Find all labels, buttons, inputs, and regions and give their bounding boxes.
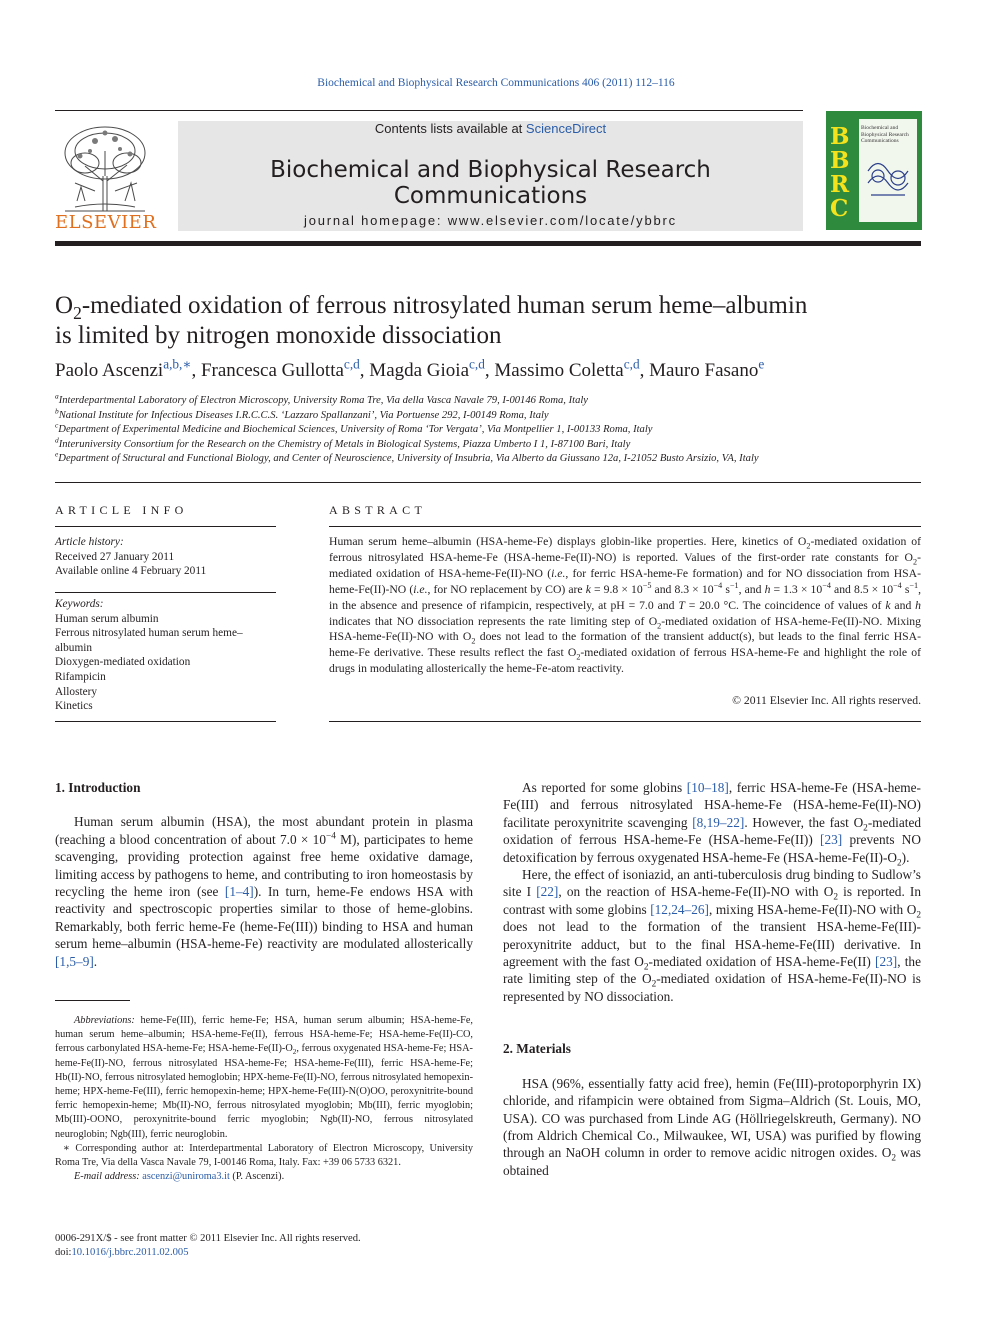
keyword: Dioxygen-mediated oxidation <box>55 656 191 669</box>
contents-prefix: Contents lists available at <box>374 121 523 136</box>
author: Francesca Gullotta$^{c,d}$, <box>200 356 370 381</box>
journal-title: Biochemical and Biophysical Research Communications <box>270 157 711 209</box>
paragraph: Here, the effect of isoniazid, an anti-tuberculosis drug binding to Sudlow’s site I [22], on the reaction of HSA-heme-Fe(II)-NO with $O_2$ is reported. In contrast with some globins [12,24–26], mixing HSA-heme-Fe(II)-NO with $O_2$ does not lead to the formation of the transient HSA-heme-Fe(III)-peroxynitrite adduct, but to the final HSA-heme-Fe(III) derivative. In agreement with the fast $O_2$-mediated oxidation of HSA-heme-Fe(II) [23], the rate limiting step of the $O_2$-mediated oxidation of HSA-heme-Fe(II)-NO is represented by NO dissociation. <box>503 867 921 1004</box>
paragraph: Human serum albumin (HSA), the most abundant protein in plasma (reaching a blood concentration of about $7.0 \times 10^{-4}$ M), participates to heme scavenging, providing protection against free heme oxidative damage, limiting access by pathogens to heme, and contributing to iron homeostasis by recycling the heme iron (see [1–4]). In turn, heme-Fe endows HSA with reactivity and spectroscopic properties similar to those of heme-globins. Remarkably, both ferric heme-Fe (heme-Fe(III)) binding to HSA and human serum heme–albumin (HSA-heme-Fe) reactivity are modulated allosterically [1,5–9]. <box>55 814 473 969</box>
section-heading: 1. Introduction <box>55 780 141 795</box>
keyword: Rifampicin <box>55 670 106 683</box>
info-rule <box>55 526 276 527</box>
keyword: albumin <box>55 641 93 654</box>
author: Mauro Fasano$^e$ <box>649 356 765 381</box>
corresponding-author: ∗ Corresponding author at: Interdepartmental Laboratory of Electron Microscopy, University Roma Tre, Via della Vasca Navale 79, I-00146 Roma, Italy. Fax: +39 06 5733 6321. <box>55 1142 473 1169</box>
cover-panel <box>859 119 917 222</box>
elsevier-tree-icon <box>55 121 155 213</box>
journal-cover <box>826 111 922 230</box>
section-rule <box>55 482 921 483</box>
footnotes: Abbreviations: heme-Fe(III), ferric heme-Fe; HSA, human serum albumin; HSA-heme-Fe, human serum heme–albumin; HSA-heme-Fe(II), ferrous HSA-heme-Fe; HSA-heme-Fe(II)-CO, ferrous carbonylated HSA-heme-Fe; HSA-$heme-Fe(II)-O_2$, ferrous oxygenated HSA-heme-Fe; HSA-heme-Fe(II)-NO, ferrous nitrosylated HSA-heme-Fe; HSA-heme-Fe(III), ferric HSA-heme-Fe; Hb(II)-NO, ferrous nitrosylated hemoglobin; HPX-heme-Fe(II)-NO, ferrous nitrosylated hemopexin-heme; HPX-heme-Fe(III), ferric hemopexin-heme; HPX-heme-Fe(III)-N(O)OO, peroxynitrite-bound ferric hemopexin-heme; Mb(II)-NO, ferrous nitrosylated myoglobin; Mb(III), ferric myoglobin; Mb(III)-OONO, peroxynitrite-bound ferric myoglobin; Ngb(II)-NO, ferrous nitrosylated neuroglobin; Ngb(III), ferric neuroglobin. ∗ Corresponding author at: Interdepartmental Laboratory of Electron Microscopy, University Roma Tre, Via della Vasca Navale 79, I-00146 Roma, Italy. Fax: +39 06 5733 6321. E-mail address: ascenzi@uniroma3.it (P. Ascenzi). <box>55 1014 473 1184</box>
header-rule <box>55 110 803 111</box>
email-line: E-mail address: ascenzi@uniroma3.it (P. Ascenzi). <box>74 1171 285 1183</box>
article-history: Article history: Received 27 January 2011 Available online 4 February 2011 <box>55 536 207 578</box>
abstract-copyright: © 2011 Elsevier Inc. All rights reserved. <box>732 694 921 707</box>
masthead <box>178 121 803 231</box>
bottom-matter: 0006-291X/$ - see front matter © 2011 Elsevier Inc. All rights reserved. doi:10.1016/j.bbrc.2011.02.005 <box>55 1233 361 1258</box>
footnote-rule <box>55 1000 130 1001</box>
abstract-heading: ABSTRACT <box>329 503 427 517</box>
journal-reference[interactable]: Biochemical and Biophysical Research Communications 406 (2011) 112–116 <box>317 77 675 89</box>
left-column <box>55 779 473 970</box>
abstract-rule <box>329 526 921 527</box>
article-info-heading: ARTICLE INFO <box>55 503 188 517</box>
info-rule <box>55 721 276 722</box>
doi-link[interactable]: 10.1016/j.bbrc.2011.02.005 <box>71 1247 189 1258</box>
journal-homepage[interactable]: journal homepage: www.elsevier.com/locate/ybbrc <box>304 213 677 228</box>
section-heading: 2. Materials <box>503 1041 571 1057</box>
masthead-rule <box>55 241 921 246</box>
contents-line <box>178 121 803 136</box>
cover-illustration-icon <box>863 151 913 211</box>
keyword: Kinetics <box>55 700 93 713</box>
sciencedirect-link[interactable]: ScienceDirect <box>525 121 607 136</box>
author: Magda Gioia$^{c,d}$, <box>369 356 495 381</box>
keywords: Keywords: Human serum albumin Ferrous nitrosylated human serum heme– albumin Dioxygen-mediated oxidation Rifampicin Allostery Kinetics <box>55 597 276 714</box>
affiliation: $^e$Department of Structural and Functional Biology, and Center of Neuroscience, University of Insubria, Via Alberto da Giussano 12a, I-21052 Busto Arsizio, VA, Italy <box>55 449 759 465</box>
keyword: Allostery <box>55 685 98 698</box>
paragraph: As reported for some globins [10–18], ferric HSA-heme-Fe (HSA-heme-Fe(III) and ferrous nitrosylated HSA-heme-Fe (HSA-heme-Fe(II)-NO) facilitate peroxynitrite scavenging [8,19–22]. However, the fast $O_2$-mediated oxidation of ferrous HSA-heme-Fe (HSA-heme-Fe(II)) [23] prevents NO detoxification by ferrous oxygenated HSA-heme-Fe $(HSA-heme-Fe(II)-O_2)$. <box>503 780 921 869</box>
affiliation: $^b$National Institute for Infectious Diseases I.R.C.C.S. ‘Lazzaro Spallanzani’, Via Portuense 292, I-00149 Roma, Italy <box>55 406 549 421</box>
keyword: Human serum albumin <box>55 612 159 625</box>
keyword: Ferrous nitrosylated human serum heme– <box>55 627 243 640</box>
author-list <box>55 356 765 382</box>
affiliation: $^c$Department of Experimental Medicine and Biochemical Sciences, University of Roma ‘Tor Vergata’, Via Montpellier 1, I-00133 Roma, Italy <box>55 420 653 436</box>
affiliations <box>55 391 921 467</box>
article-title: $O_2$-mediated oxidation of ferrous nitrosylated human serum heme–albumin is limited by nitrogen monoxide dissociation <box>55 292 808 349</box>
cover-letters: B B R C <box>830 123 850 222</box>
email-link[interactable]: ascenzi@uniroma3.it <box>142 1171 230 1183</box>
author: Massimo Coletta$^{c,d}$, <box>494 356 650 381</box>
affiliation: $^d$Interuniversity Consortium for the Research on the Chemistry of Metals in Biological Systems, Piazza Umberto I 1, I-87100 Bari, Italy <box>55 435 631 450</box>
elsevier-wordmark: ELSEVIER <box>55 212 157 233</box>
elsevier-logo <box>55 121 155 233</box>
cover-title: Biochemical and Biophysical Research Communications <box>861 125 909 144</box>
right-column <box>503 779 921 1179</box>
abstract-text: Human serum heme–albumin (HSA-heme-Fe) displays globin-like properties. Here, kinetics of $O_2$-mediated oxidation of ferrous nitrosylated HSA-heme-Fe (HSA-heme-Fe(II)-NO) is reported. Values of the first-order rate constants for $O_2$-mediated oxidation of HSA-heme-Fe(II)-NO (i.e., for ferric HSA-heme-Fe formation) and for NO dissociation from HSA-heme-Fe(II)-NO (i.e., for NO replacement by CO) are $k = 9.8 \times 10^{-5}$ and $8.3 \times 10^{-4}$ $s^{-1}$, and $h = 1.3 \times 10^{-4}$ and $8.5 \times 10^{-4}$ $s^{-1}$, in the absence and presence of rifampicin, respectively, at pH = 7.0 and T = 20.0 °C. The coincidence of values of k and h indicates that NO dissociation represents the rate limiting step of $O_2$-mediated oxidation of HSA-heme-Fe(II)-NO. Mixing HSA-heme-Fe(II)-NO with $O_2$ does not lead to the formation of the transient adduct(s), but leads to the final ferric HSA-heme-Fe derivative. These results reflect the fast $O_2$-mediated oxidation of ferrous HSA-heme-Fe and highlight the role of drugs in modulating allosterically the heme-Fe-atom reactivity. <box>329 535 922 676</box>
author: Paolo Ascenzi$^{a,b,∗}$, <box>55 356 201 381</box>
affiliation: $^a$Interdepartmental Laboratory of Electron Microscopy, University Roma Tre, Via della Vasca Navale 79, I-00146 Roma, Italy <box>55 391 589 406</box>
paragraph: HSA (96%, essentially fatty acid free), hemin (Fe(III)-protoporphyrin IX) chloride, and rifampicin were obtained from Sigma–Aldrich (St. Louis, MO, USA). CO was purchased from Linde AG (Höllriegelskreuth, Germany). NO (from Aldrich Chemical Co., Milwaukee, WI, USA) was purified by flowing through an NaOH column in order to remove acidic nitrogen oxides. $O_2$ was obtained <box>503 1075 921 1178</box>
abstract-rule <box>329 721 921 722</box>
info-rule <box>55 592 276 593</box>
